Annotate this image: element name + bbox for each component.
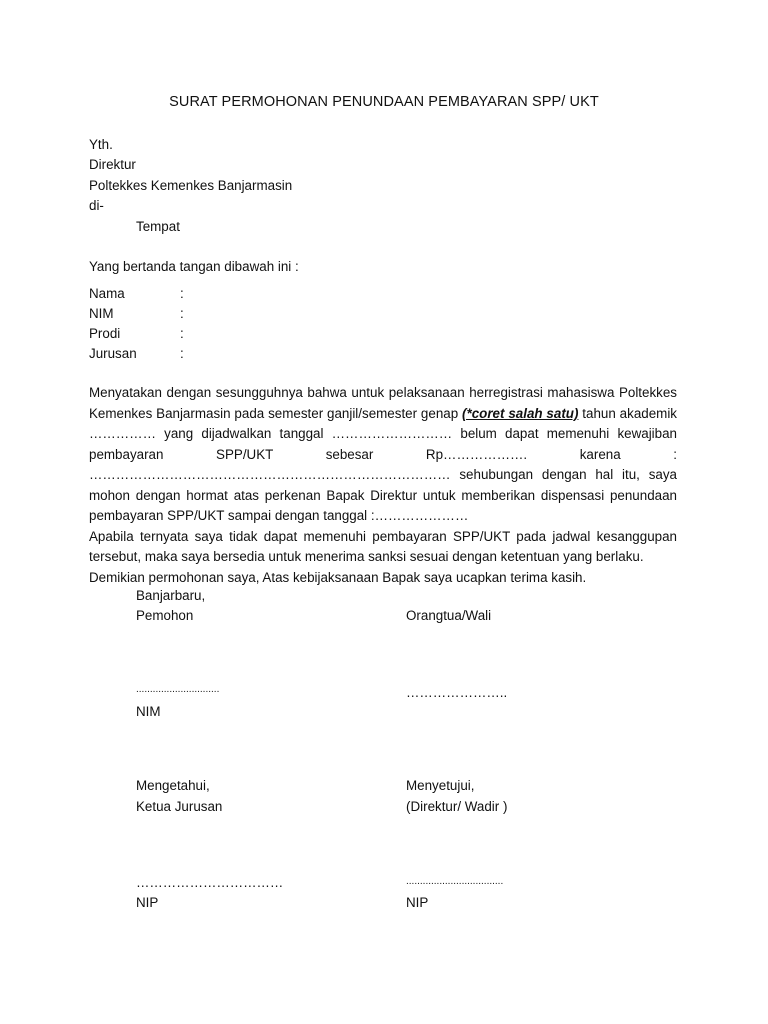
acknowledge-role: Ketua Jurusan	[136, 799, 223, 814]
applicant-id-label: NIM	[136, 704, 161, 719]
parent-signature-line: …………………..	[406, 685, 508, 700]
field-label-prodi: Prodi	[89, 326, 121, 341]
body-paragraph-statement	[89, 383, 677, 527]
statement-text-end: tahun akademik …………… yang dijadwalkan tanggal ……………………… belum dapat memenuhi kewajiban pembayaran SPP/UKT sebesar Rp………………. karena : ……………………………………………………………………… sehubungan dengan hal itu, saya mohon dengan hormat atas perkenan Bapak Direktur untuk memberikan dispensasi penundaan pembayaran SPP/UKT sampai dengan tanggal :…………………	[89, 405, 677, 523]
recipient-position: Direktur	[89, 157, 136, 172]
field-label-nim: NIM	[89, 306, 114, 321]
approve-label: Menyetujui,	[406, 778, 475, 793]
approve-id-label: NIP	[406, 895, 429, 910]
letter-title: SURAT PERMOHONAN PENUNDAAN PEMBAYARAN SPP/ UKT	[169, 94, 599, 110]
parent-label: Orangtua/Wali	[406, 608, 492, 623]
body-paragraph-sanction: Apabila ternyata saya tidak dapat memenuhi pembayaran SPP/UKT pada jadwal kesanggupan tersebut, maka saya bersedia untuk menerima sanksi sesuai dengan ketentuan yang berlaku.	[89, 528, 677, 564]
strike-one-note: (*coret salah satu)	[462, 405, 579, 421]
intro-line: Yang bertanda tangan dibawah ini :	[89, 259, 299, 274]
acknowledge-signature-line: ……………………………	[136, 875, 284, 890]
field-colon: :	[180, 326, 184, 341]
applicant-label: Pemohon	[136, 608, 194, 623]
statement-text-start: Menyatakan dengan sesungguhnya bahwa untuk pelaksanaan herregistrasi mahasiswa Poltekkes Kemenkes Banjarmasin pada semester ganjil/semester genap	[89, 385, 677, 421]
field-colon: :	[180, 286, 184, 301]
recipient-at: di-	[89, 198, 104, 213]
signature-city: Banjarbaru,	[136, 588, 206, 603]
field-label-jurusan: Jurusan	[89, 346, 137, 361]
field-colon: :	[180, 346, 184, 361]
recipient-institution: Poltekkes Kemenkes Banjarmasin	[89, 178, 293, 193]
field-colon: :	[180, 306, 184, 321]
recipient-salutation: Yth.	[89, 137, 113, 152]
recipient-place: Tempat	[136, 219, 180, 234]
field-label-nama: Nama	[89, 286, 125, 301]
acknowledge-label: Mengetahui,	[136, 778, 210, 793]
applicant-signature-line: ..............................	[136, 684, 220, 695]
acknowledge-id-label: NIP	[136, 895, 159, 910]
letter-body	[89, 383, 677, 588]
body-paragraph-closing: Demikian permohonan saya, Atas kebijaksanaan Bapak saya ucapkan terima kasih.	[89, 569, 587, 585]
approve-signature-line: ...................................	[406, 876, 504, 887]
approve-role: (Direktur/ Wadir )	[406, 799, 508, 814]
